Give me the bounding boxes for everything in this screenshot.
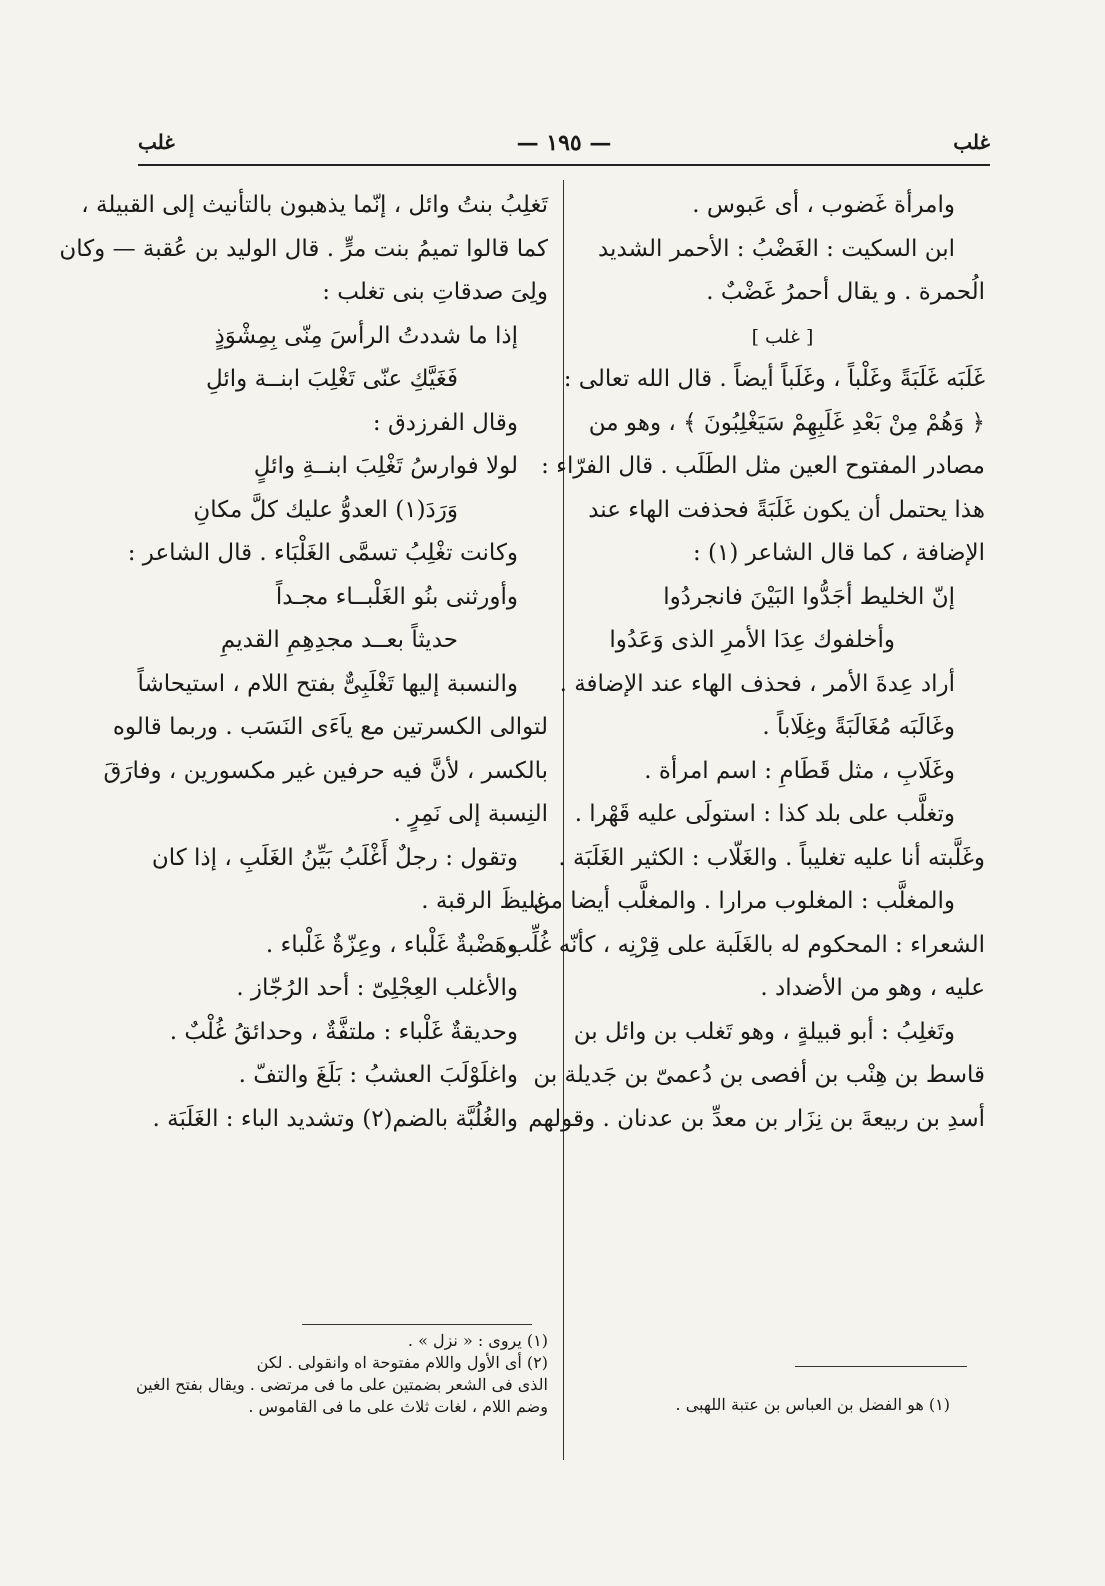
text-line: والغُلُبَّة بالضم(٢) وتشديد الباء : الغَلَبَة . — [152, 1105, 518, 1132]
text-line: تَغلِبُ بنتُ وائل ، إنّما يذهبون بالتأنيث إلى القبيلة ، — [81, 192, 548, 218]
text-line: غليظَ الرقبة . — [421, 888, 548, 914]
text-line: وامرأة غَضوب ، أى عَبوس . — [692, 192, 955, 218]
poetry-line: وَرَدَ(١) العدوُّ عليك كلَّ مكانِ — [193, 496, 458, 523]
text-line: أسدِ بن ربيعةَ بن نِزَار بن معدِّ بن عدنان . وقولهم — [528, 1105, 985, 1132]
quran-verse-line: ﴿ وَهُمْ مِنْ بَعْدِ غَلَبِهِمْ سَيَغْلِبُونَ ﴾ ، وهو من — [588, 409, 985, 436]
text-line: هذا يحتمل أن يكون غَلَبَةً فحذفت الهاء عند — [588, 496, 985, 523]
poetry-line: وأورثنى بنُو الغَلْبــاء مجـداً — [275, 583, 518, 610]
text-line: وغَلَابِ ، مثل قَطَامِ : اسم امرأة . — [644, 757, 955, 784]
footnote-rule-left — [302, 1324, 532, 1325]
text-line: بالكسر ، لأنَّ فيه حرفين غير مكسورين ، وفارَقَ — [103, 757, 548, 784]
footnote-line: (١) يروى : « نزل » . — [407, 1331, 548, 1350]
text-line: والنسبة إليها تَغْلَبِىٌّ بفتح اللام ، استيحاشاً — [137, 670, 518, 697]
poetry-line: فَغَيَّكِ عنّى تَغْلِبَ ابنــة وائلِ — [205, 366, 458, 392]
text-line: لتوالى الكسرتين مع ياَءَى النَسَب . وربما قالوه — [112, 714, 548, 740]
footnote-right: (١) هو الفضل بن العباس بن عتبة اللهبى . — [675, 1395, 950, 1414]
left-column — [59, 184, 548, 1141]
footnotes-left — [135, 1330, 548, 1418]
header-rule — [138, 164, 990, 166]
text-line: وغَالَبَه مُغَالَبَةً وغِلَاباً . — [762, 714, 955, 740]
text-line: النِسبة إلى نَمِرٍ . — [393, 801, 548, 827]
text-line: كما قالوا تميمُ بنت مرٍّ . قال الوليد بن عُقبة — وكان — [59, 235, 548, 262]
text-line: وحديقةٌ غَلْباء : ملتفَّةٌ ، وحدائقُ غُلْبٌ . — [169, 1018, 518, 1045]
text-line: مصادر المفتوح العين مثل الطَلَب . قال الفرّاء : — [541, 453, 985, 479]
text-line: والأغلب العِجْلِىّ : أحد الرُجّاز . — [236, 975, 518, 1001]
poetry-line: حديثاً بعــد مجدِهِمِ القديمِ — [220, 627, 458, 653]
footnote-line: (٢) أى الأول واللام مفتوحة اه وانقولى . لكن — [256, 1353, 548, 1372]
header-root-word-left: غلب — [138, 130, 175, 154]
footnote-line: الذى فى الشعر بضمتين على ما فى مرتضى . ويقال بفتح الغين — [135, 1375, 548, 1394]
text-line: وتغلَّب على بلد كذا : استولَى عليه قَهْرا . — [574, 801, 955, 827]
page-header — [138, 130, 990, 164]
text-line: عليه ، وهو من الأضداد . — [760, 975, 985, 1001]
text-line: واغلَوْلَبَ العشبُ : بَلَغَ والتفّ . — [238, 1062, 518, 1088]
text-line: وهَضْبةٌ غَلْباء ، وعِزّةٌ غَلْباء . — [265, 931, 518, 958]
header-root-word-right: غلب — [953, 130, 990, 154]
poetry-line: إذا ما شددتُ الرأسَ مِنّى بِمِشْوَذٍ — [214, 322, 518, 349]
text-line: وقال الفرزدق : — [372, 409, 518, 436]
text-line: ولِىَ صدقاتِ بنى تغلب : — [322, 279, 548, 305]
text-line: وتقول : رجلٌ أَغْلَبُ بَيِّنُ الغَلَبِ ، إذا كان — [151, 844, 518, 871]
text-line: الشعراء : المحكوم له بالغَلَبة على قِرْنِه ، كأنّه غُلِّب — [509, 931, 985, 958]
section-heading — [580, 315, 985, 359]
text-line: غَلَبَه غَلَبَةً وغَلْباً ، وغَلَباً أيضاً . قال الله تعالى : — [563, 366, 985, 392]
text-line: ابن السكيت : الغَضْبُ : الأحمر الشديد — [597, 235, 955, 262]
footnote-rule-right — [795, 1366, 967, 1367]
text-line: الإضافة ، كما قال الشاعر (١) : — [692, 540, 985, 566]
text-line: وكانت تغْلِبُ تسمَّى الغَلْبَاء . قال الشاعر : — [127, 540, 518, 566]
poetry-line: وأخلفوك عِدَا الأمرِ الذى وَعَدُوا — [609, 627, 895, 653]
text-line: وغَلَّبته أنا عليه تغليباً . والغَلّاب : الكثير الغَلَبَة . — [558, 844, 985, 871]
page-number: — ١٩٥ — — [516, 130, 612, 156]
text-line: الُحمرة . و يقال أحمرُ غَضْبٌ . — [706, 279, 985, 305]
text-line: وتَغلِبُ : أبو قبيلةٍ ، وهو تَغلب بن وائل بن — [573, 1018, 955, 1045]
right-column — [509, 184, 985, 1141]
text-line: أراد عِدةَ الأمر ، فحذف الهاء عند الإضافة . — [559, 670, 955, 697]
text-line: والمغلَّب : المغلوب مرارا . والمغلَّب أيضا من — [533, 888, 955, 914]
poetry-line: إنّ الخليط أجَدُّوا البَيْنَ فانجردُوا — [663, 583, 955, 610]
text-line: قاسط بن هِنْب بن أفصى بن دُعمىّ بن جَديلة بن — [533, 1062, 985, 1088]
section-heading-label: [ غلب ] — [751, 325, 814, 348]
footnote-line: وضم اللام ، لغات ثلاث على ما فى القاموس . — [248, 1397, 548, 1416]
poetry-line: لولا فوارسُ تَغْلِبَ ابنــةِ وائلٍ — [253, 453, 518, 479]
